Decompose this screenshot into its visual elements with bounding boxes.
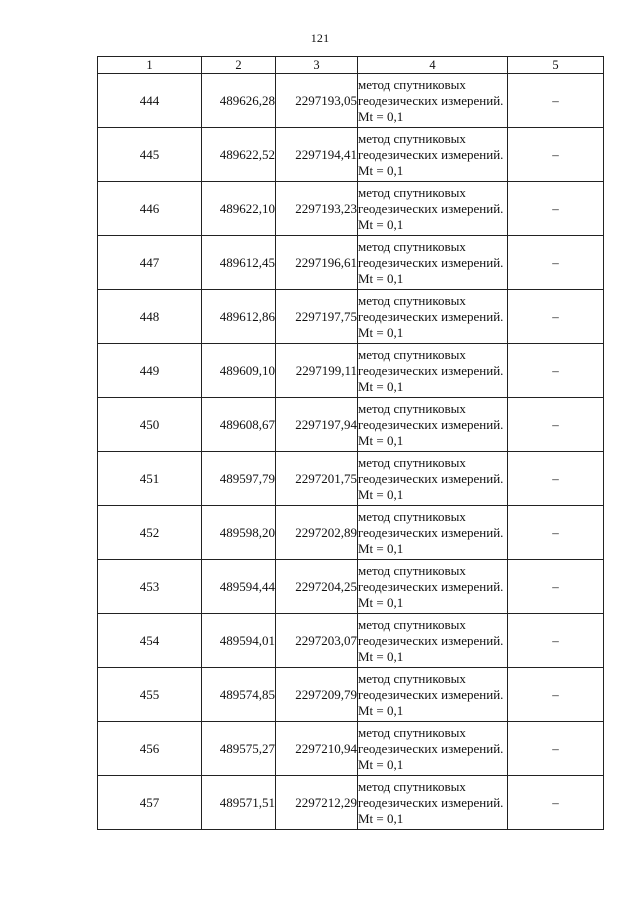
coordinate-y-cell: 2297209,79 bbox=[276, 668, 358, 722]
point-number-cell: 447 bbox=[98, 236, 202, 290]
coordinate-y-cell: 2297197,75 bbox=[276, 290, 358, 344]
point-number-cell: 454 bbox=[98, 614, 202, 668]
note-cell: – bbox=[508, 236, 604, 290]
point-number-cell: 453 bbox=[98, 560, 202, 614]
note-cell: – bbox=[508, 344, 604, 398]
coordinate-x-cell: 489594,01 bbox=[202, 614, 276, 668]
coordinate-x-cell: 489612,45 bbox=[202, 236, 276, 290]
coordinate-y-cell: 2297193,23 bbox=[276, 182, 358, 236]
point-number-cell: 457 bbox=[98, 776, 202, 830]
coordinate-x-cell: 489608,67 bbox=[202, 398, 276, 452]
point-number-cell: 456 bbox=[98, 722, 202, 776]
coordinate-x-cell: 489612,86 bbox=[202, 290, 276, 344]
coordinate-y-cell: 2297197,94 bbox=[276, 398, 358, 452]
method-cell: метод спутниковых геодезических измерений. Mt = 0,1 bbox=[358, 614, 508, 668]
table-row bbox=[98, 398, 604, 452]
page-number: 121 bbox=[310, 31, 330, 45]
table-row bbox=[98, 560, 604, 614]
coordinate-x-cell: 489626,28 bbox=[202, 74, 276, 128]
point-number-cell: 451 bbox=[98, 452, 202, 506]
point-number-cell: 455 bbox=[98, 668, 202, 722]
point-number-cell: 445 bbox=[98, 128, 202, 182]
header-row bbox=[98, 57, 604, 74]
column-header-4: 4 bbox=[358, 57, 508, 74]
point-number-cell: 444 bbox=[98, 74, 202, 128]
point-number-cell: 450 bbox=[98, 398, 202, 452]
table-row bbox=[98, 344, 604, 398]
note-cell: – bbox=[508, 614, 604, 668]
method-cell: метод спутниковых геодезических измерений. Mt = 0,1 bbox=[358, 236, 508, 290]
note-cell: – bbox=[508, 74, 604, 128]
coordinate-y-cell: 2297204,25 bbox=[276, 560, 358, 614]
method-cell: метод спутниковых геодезических измерений. Mt = 0,1 bbox=[358, 344, 508, 398]
method-cell: метод спутниковых геодезических измерений. Mt = 0,1 bbox=[358, 290, 508, 344]
note-cell: – bbox=[508, 290, 604, 344]
coordinate-x-cell: 489594,44 bbox=[202, 560, 276, 614]
method-cell: метод спутниковых геодезических измерений. Mt = 0,1 bbox=[358, 560, 508, 614]
table-row bbox=[98, 722, 604, 776]
coordinate-x-cell: 489574,85 bbox=[202, 668, 276, 722]
note-cell: – bbox=[508, 560, 604, 614]
point-number-cell: 452 bbox=[98, 506, 202, 560]
method-cell: метод спутниковых геодезических измерений. Mt = 0,1 bbox=[358, 452, 508, 506]
table-row bbox=[98, 506, 604, 560]
note-cell: – bbox=[508, 506, 604, 560]
coordinate-y-cell: 2297199,11 bbox=[276, 344, 358, 398]
note-cell: – bbox=[508, 128, 604, 182]
coordinate-y-cell: 2297201,75 bbox=[276, 452, 358, 506]
column-header-5: 5 bbox=[508, 57, 604, 74]
coordinate-y-cell: 2297212,29 bbox=[276, 776, 358, 830]
table-row bbox=[98, 182, 604, 236]
point-number-cell: 448 bbox=[98, 290, 202, 344]
table-row bbox=[98, 614, 604, 668]
note-cell: – bbox=[508, 398, 604, 452]
method-cell: метод спутниковых геодезических измерений. Mt = 0,1 bbox=[358, 668, 508, 722]
point-number-cell: 446 bbox=[98, 182, 202, 236]
method-cell: метод спутниковых геодезических измерений. Mt = 0,1 bbox=[358, 128, 508, 182]
table-header bbox=[98, 57, 604, 74]
point-number-cell: 449 bbox=[98, 344, 202, 398]
coordinate-x-cell: 489571,51 bbox=[202, 776, 276, 830]
method-cell: метод спутниковых геодезических измерений. Mt = 0,1 bbox=[358, 182, 508, 236]
table-row bbox=[98, 128, 604, 182]
note-cell: – bbox=[508, 776, 604, 830]
column-header-2: 2 bbox=[202, 57, 276, 74]
table-row bbox=[98, 668, 604, 722]
coordinate-x-cell: 489622,52 bbox=[202, 128, 276, 182]
table-row bbox=[98, 290, 604, 344]
coordinate-x-cell: 489609,10 bbox=[202, 344, 276, 398]
note-cell: – bbox=[508, 722, 604, 776]
method-cell: метод спутниковых геодезических измерений. Mt = 0,1 bbox=[358, 776, 508, 830]
coordinate-x-cell: 489622,10 bbox=[202, 182, 276, 236]
table-row bbox=[98, 236, 604, 290]
table-row bbox=[98, 74, 604, 128]
method-cell: метод спутниковых геодезических измерений. Mt = 0,1 bbox=[358, 74, 508, 128]
coordinate-y-cell: 2297196,61 bbox=[276, 236, 358, 290]
coordinate-y-cell: 2297202,89 bbox=[276, 506, 358, 560]
table-row bbox=[98, 776, 604, 830]
note-cell: – bbox=[508, 452, 604, 506]
coordinate-x-cell: 489597,79 bbox=[202, 452, 276, 506]
coordinate-y-cell: 2297203,07 bbox=[276, 614, 358, 668]
note-cell: – bbox=[508, 182, 604, 236]
coordinate-y-cell: 2297210,94 bbox=[276, 722, 358, 776]
column-header-3: 3 bbox=[276, 57, 358, 74]
coordinate-y-cell: 2297194,41 bbox=[276, 128, 358, 182]
coordinate-y-cell: 2297193,05 bbox=[276, 74, 358, 128]
coordinate-x-cell: 489575,27 bbox=[202, 722, 276, 776]
table-body bbox=[98, 74, 604, 830]
method-cell: метод спутниковых геодезических измерений. Mt = 0,1 bbox=[358, 398, 508, 452]
coordinates-table bbox=[97, 56, 604, 830]
method-cell: метод спутниковых геодезических измерений. Mt = 0,1 bbox=[358, 506, 508, 560]
note-cell: – bbox=[508, 668, 604, 722]
method-cell: метод спутниковых геодезических измерений. Mt = 0,1 bbox=[358, 722, 508, 776]
table-row bbox=[98, 452, 604, 506]
column-header-1: 1 bbox=[98, 57, 202, 74]
coordinate-x-cell: 489598,20 bbox=[202, 506, 276, 560]
